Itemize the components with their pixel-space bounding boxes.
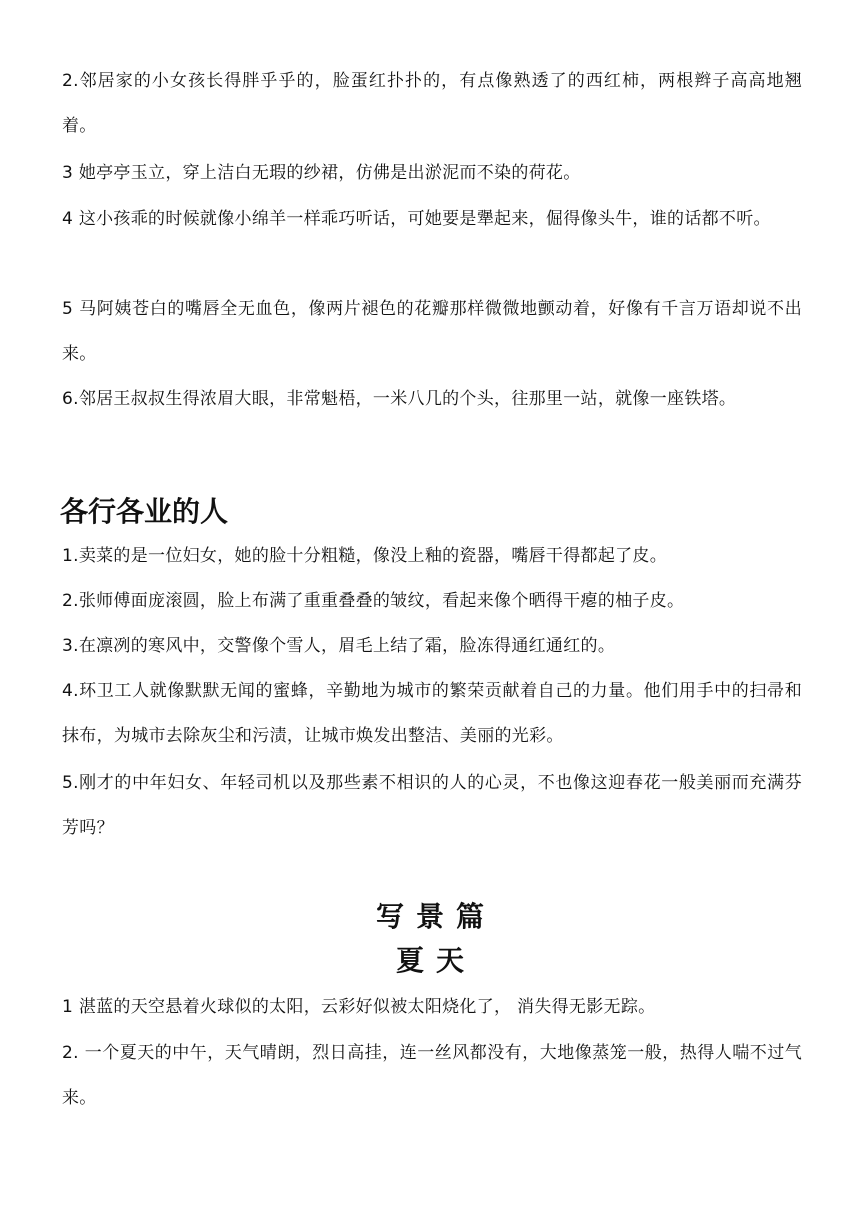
summer-item-1: 1 湛蓝的天空悬着火球似的太阳，云彩好似被太阳烧化了， 消失得无影无踪。 bbox=[62, 997, 656, 1017]
professions-item-1: 1.卖菜的是一位妇女，她的脸十分粗糙，像没上釉的瓷器，嘴唇干得都起了皮。 bbox=[62, 546, 668, 566]
people-item-4: 4 这小孩乖的时候就像小绵羊一样乖巧听话，可她要是犟起来，倔得像头牛，谁的话都不听。 bbox=[62, 209, 771, 229]
people-item-3: 3 她亭亭玉立，穿上洁白无瑕的纱裙，仿佛是出淤泥而不染的荷花。 bbox=[62, 163, 581, 183]
professions-item-4: 4.环卫工人就像默默无闻的蜜蜂，辛勤地为城市的繁荣贡献着自己的力量。他们用手中的扫帚和抹布，为城市去除灰尘和污渍，让城市焕发出整洁、美丽的光彩。 bbox=[62, 681, 802, 746]
people-item-5: 5 马阿姨苍白的嘴唇全无血色，像两片褪色的花瓣那样微微地颤动着，好像有千言万语却说不出来。 bbox=[62, 299, 802, 364]
people-item-6: 6.邻居王叔叔生得浓眉大眼，非常魁梧，一米八几的个头，往那里一站，就像一座铁塔。 bbox=[62, 389, 737, 409]
professions-heading: 各行各业的人 bbox=[60, 495, 229, 528]
people-item-2: 2.邻居家的小女孩长得胖乎乎的，脸蛋红扑扑的，有点像熟透了的西红柿，两根辫子高高地翘着。 bbox=[62, 71, 802, 136]
summer-subtitle: 夏天 bbox=[395, 944, 476, 977]
professions-item-2: 2.张师傅面庞滚圆，脸上布满了重重叠叠的皱纹，看起来像个晒得干瘪的柚子皮。 bbox=[62, 591, 685, 611]
summer-item-2: 2. 一个夏天的中午，天气晴朗，烈日高挂，连一丝风都没有，大地像蒸笼一般，热得人喘不过气来。 bbox=[62, 1043, 802, 1108]
professions-item-5: 5.刚才的中年妇女、年轻司机以及那些素不相识的人的心灵，不也像这迎春花一般美丽而充满芬芳吗？ bbox=[62, 773, 802, 838]
professions-item-3: 3.在凛冽的寒风中，交警像个雪人，眉毛上结了霜，脸冻得通红通红的。 bbox=[62, 636, 616, 656]
scenery-section-title: 写景篇 bbox=[375, 900, 496, 933]
